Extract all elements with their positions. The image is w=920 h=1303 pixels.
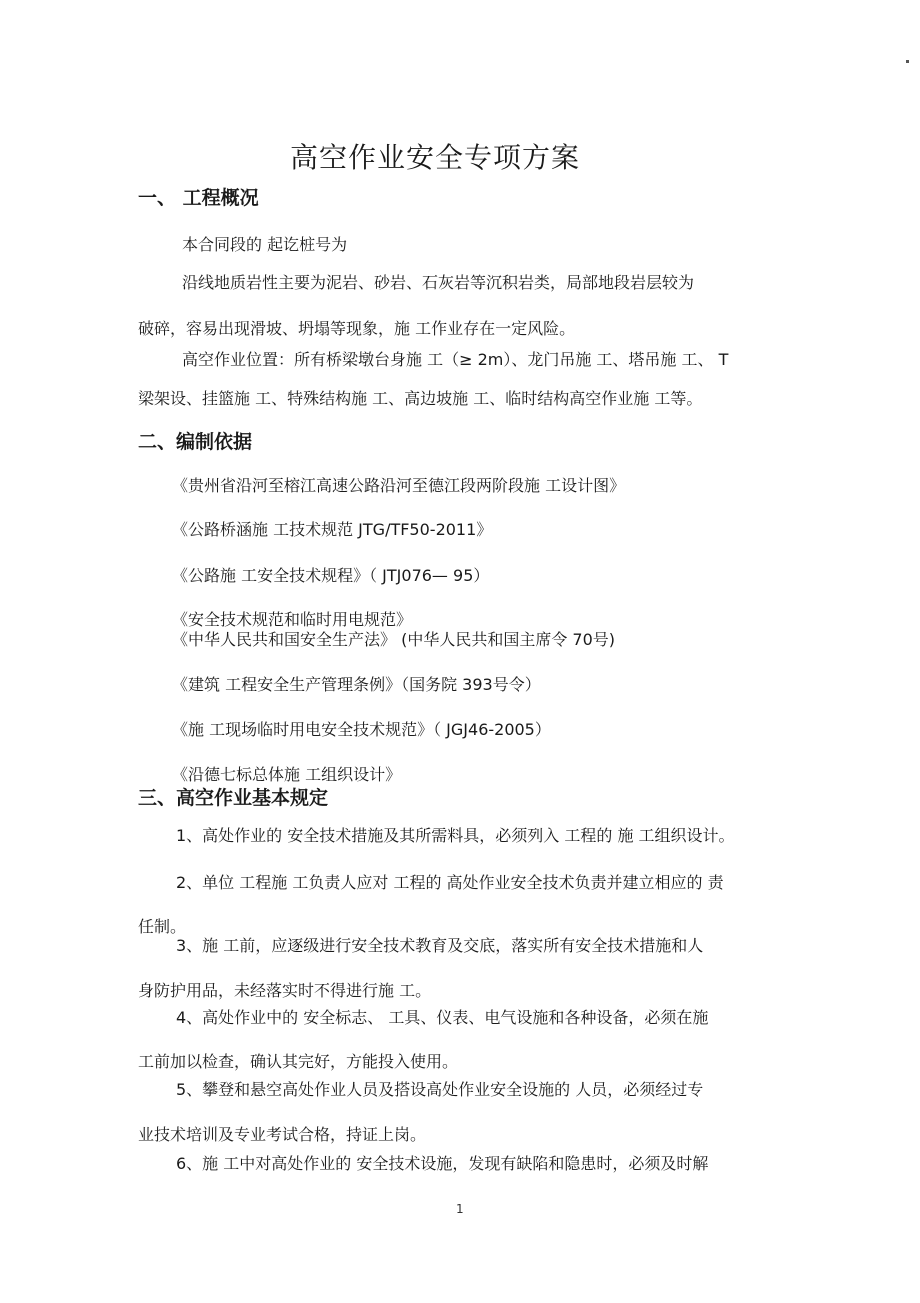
overview-line-4: 高空作业位置：所有桥梁墩台身施 工（≥ 2m）、龙门吊施 工、塔吊施 工、 T	[182, 350, 729, 369]
corner-mark	[906, 60, 909, 63]
rules-line-3: 任制。	[138, 917, 187, 936]
basis-item-5: 《中华人民共和国安全生产法》 (中华人民共和国主席令 70号)	[172, 630, 616, 649]
basis-item-2: 《公路桥涵施 工技术规范 JTG/TF50-2011》	[172, 520, 493, 539]
overview-line-1: 本合同段的 起讫桩号为	[182, 235, 348, 254]
rules-line-1: 1、高处作业的 安全技术措施及其所需料具，必须列入 工程的 施 工组织设计。	[176, 826, 735, 845]
rules-line-2: 2、单位 工程施 工负责人应对 工程的 高处作业安全技术负责并建立相应的 责	[176, 873, 724, 892]
section-heading-overview: 一、 工程概况	[138, 187, 259, 209]
basis-item-4: 《安全技术规范和临时用电规范》	[172, 610, 413, 629]
basis-item-8: 《沿德七标总体施 工组织设计》	[172, 765, 402, 784]
overview-line-2: 沿线地质岩性主要为泥岩、砂岩、石灰岩等沉积岩类，局部地段岩层较为	[182, 273, 695, 292]
basis-item-7: 《施 工现场临时用电安全技术规范》（ JGJ46-2005）	[172, 720, 551, 739]
page-title: 高空作业安全专项方案	[290, 141, 581, 174]
section-heading-basis: 二、编制依据	[138, 431, 253, 453]
rules-line-4: 3、施 工前，应逐级进行安全技术教育及交底，落实所有安全技术措施和人	[176, 936, 704, 955]
basis-item-1: 《贵州省沿河至榕江高速公路沿河至德江段两阶段施 工设计图》	[172, 476, 626, 495]
page-number: 1	[456, 1202, 464, 1216]
overview-line-3: 破碎，容易出现滑坡、坍塌等现象，施 工作业存在一定风险。	[138, 319, 576, 338]
basis-item-6: 《建筑 工程安全生产管理条例》（国务院 393号令）	[172, 675, 541, 694]
rules-line-8: 5、攀登和悬空高处作业人员及搭设高处作业安全设施的 人员，必须经过专	[176, 1080, 704, 1099]
rules-line-5: 身防护用品，未经落实时不得进行施 工。	[138, 981, 432, 1000]
overview-line-5: 梁架设、挂篮施 工、特殊结构施 工、高边坡施 工、临时结构高空作业施 工等。	[138, 389, 703, 408]
rules-line-6: 4、高处作业中的 安全标志、 工具、仪表、电气设施和各种设备，必须在施	[176, 1008, 709, 1027]
section-heading-rules: 三、高空作业基本规定	[138, 787, 329, 809]
rules-line-9: 业技术培训及专业考试合格，持证上岗。	[138, 1125, 427, 1144]
rules-line-10: 6、施 工中对高处作业的 安全技术设施，发现有缺陷和隐患时，必须及时解	[176, 1154, 709, 1173]
basis-item-3: 《公路施 工安全技术规程》（ JTJ076— 95）	[172, 566, 490, 585]
rules-line-7: 工前加以检查，确认其完好，方能投入使用。	[138, 1052, 459, 1071]
